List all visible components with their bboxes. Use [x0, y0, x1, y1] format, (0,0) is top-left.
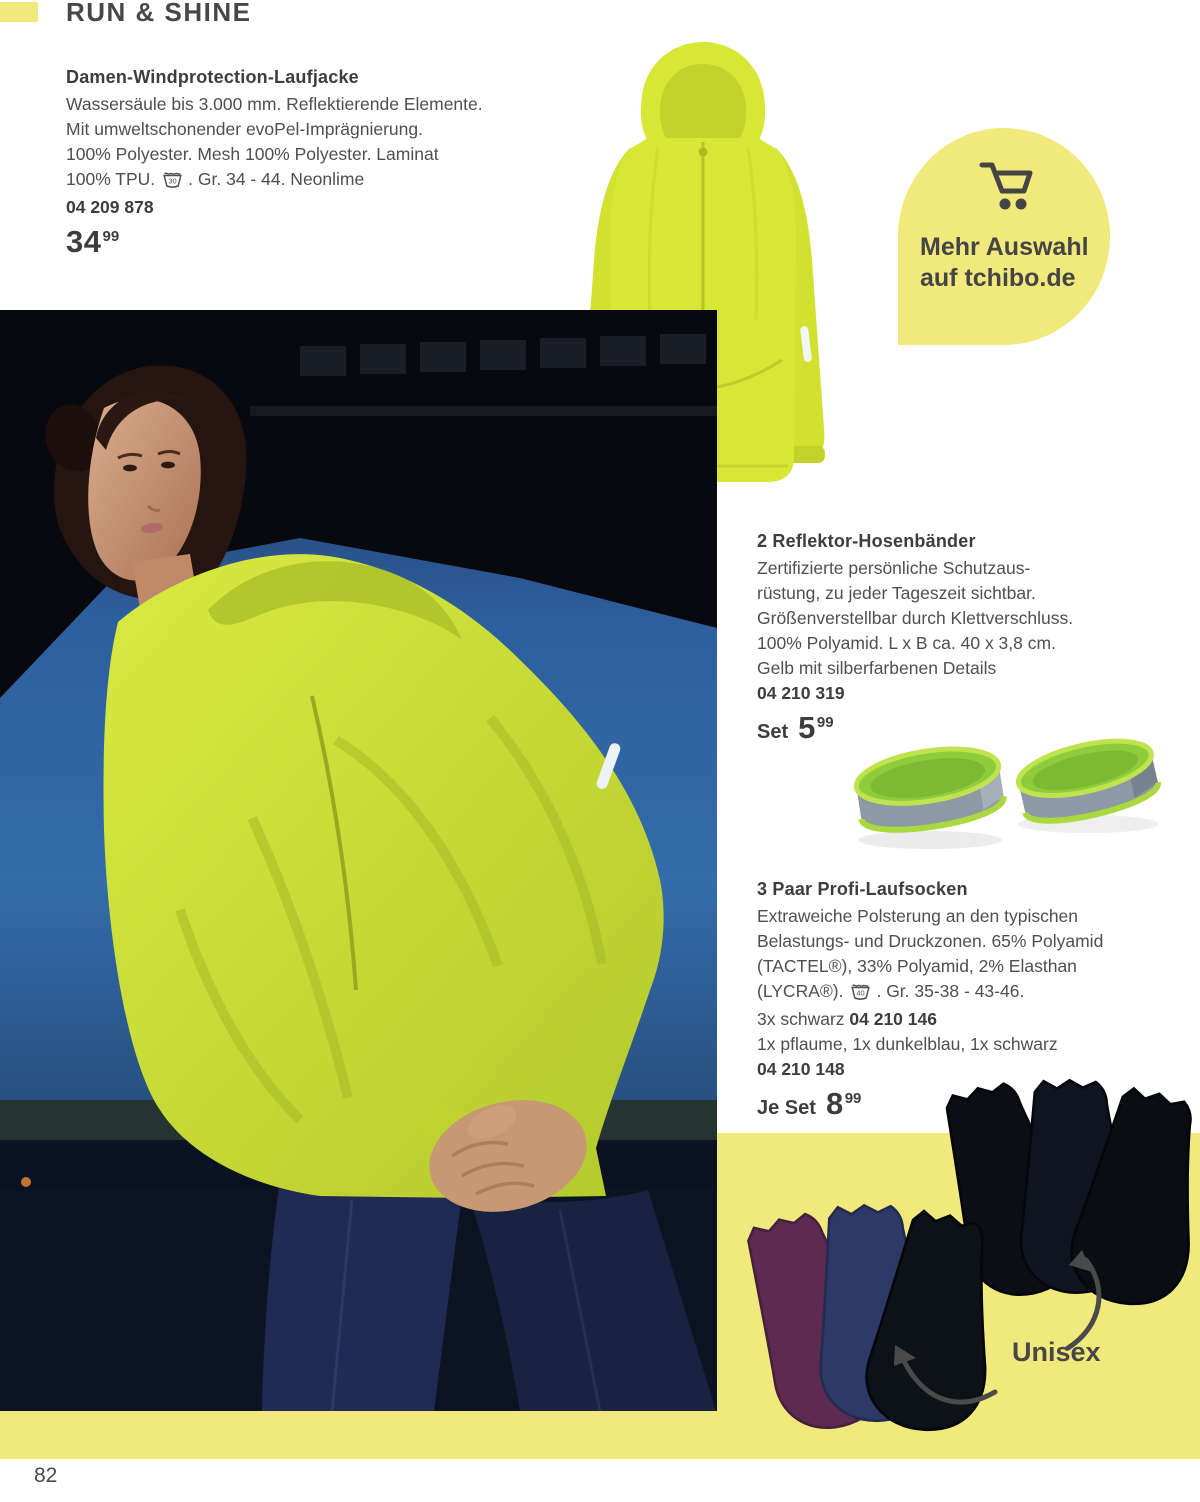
- price-cents: 99: [844, 1090, 862, 1107]
- article-number: 04 210 319: [757, 683, 845, 703]
- page-number: 82: [34, 1464, 58, 1487]
- product-socks-title: 3 Paar Profi-Laufsocken: [757, 879, 968, 899]
- unisex-label: Unisex: [1012, 1337, 1101, 1367]
- price-cents: 99: [102, 228, 120, 245]
- svg-text:40: 40: [856, 988, 866, 998]
- article-number: 04 209 878: [66, 197, 154, 217]
- wash-care-icon: [850, 982, 871, 1007]
- product-socks-variant-line: [757, 1007, 1177, 1032]
- product-socks-variant-line: 1x pflaume, 1x dunkelblau, 1x schwarz: [757, 1034, 1058, 1054]
- product-jacket-info: [66, 64, 506, 260]
- product-bands-desc-line: Zertifizierte persönliche Schutzaus-: [757, 558, 1031, 578]
- price-value: 8: [825, 1086, 844, 1121]
- product-socks-desc-line: (TACTEL®), 33% Polyamid, 2% Elasthan: [757, 956, 1077, 976]
- product-bands-desc-line: 100% Polyamid. L x B ca. 40 x 3,8 cm.: [757, 633, 1056, 653]
- product-bands-desc-line: Größenverstellbar durch Klettverschluss.: [757, 608, 1074, 628]
- care-line-post: . Gr. 35-38 - 43-46.: [876, 981, 1025, 1001]
- price: [66, 224, 506, 260]
- product-bands-title: 2 Reflektor-Hosenbänder: [757, 531, 976, 551]
- price-cents: 99: [816, 714, 834, 731]
- wash-care-icon: [162, 170, 183, 195]
- arrow-to-black-socks-icon: [1068, 1250, 1099, 1348]
- cart-icon: [972, 156, 1036, 219]
- bands-product-image: [830, 712, 1170, 860]
- care-line-post: . Gr. 34 - 44. Neonlime: [188, 169, 365, 189]
- header-accent-tab: [0, 2, 38, 22]
- badge-line2: auf tchibo.de: [920, 264, 1076, 292]
- product-bands-desc-line: Gelb mit silberfarbenen Details: [757, 658, 997, 678]
- product-jacket-desc-line: 100% Polyester. Mesh 100% Polyester. Laminat: [66, 144, 439, 164]
- arrow-to-colored-socks-icon: [894, 1345, 995, 1402]
- product-jacket-desc-line: Mit umweltschonender evoPel-Imprägnierung.: [66, 119, 423, 139]
- price-value: 5: [798, 710, 816, 745]
- product-socks-desc-line: Belastungs- und Druckzonen. 65% Polyamid: [757, 931, 1104, 951]
- care-line-pre: 100% TPU.: [66, 169, 156, 189]
- svg-text:30: 30: [168, 176, 177, 186]
- price-label: Set: [757, 721, 789, 743]
- product-jacket-desc-line: [66, 167, 506, 195]
- badge-text: [920, 232, 1089, 294]
- lifestyle-photo: [0, 310, 717, 1411]
- photo-illustration: [0, 310, 717, 1411]
- article-number: 04 210 146: [849, 1009, 937, 1029]
- price-label: Je Set: [757, 1097, 816, 1119]
- product-bands-desc-line: rüstung, zu jeder Tageszeit sichtbar.: [757, 583, 1036, 603]
- tchibo-more-badge[interactable]: [898, 128, 1110, 345]
- product-jacket-title: Damen-Windprotection-Laufjacke: [66, 67, 359, 87]
- badge-line1: Mehr Auswahl: [920, 233, 1089, 261]
- article-number: 04 210 148: [757, 1059, 845, 1079]
- product-socks-desc-line: [757, 979, 1177, 1007]
- product-socks-desc-line: Extraweiche Polsterung an den typischen: [757, 906, 1079, 926]
- care-line-pre: (LYCRA®).: [757, 981, 844, 1001]
- product-jacket-desc-line: Wassersäule bis 3.000 mm. Reflektierende Elemente.: [66, 94, 483, 114]
- variant-label: 3x schwarz: [757, 1009, 850, 1029]
- unisex-arrows: [850, 1230, 1190, 1415]
- page-title: RUN & SHINE: [66, 0, 252, 27]
- price-value: 34: [66, 224, 102, 259]
